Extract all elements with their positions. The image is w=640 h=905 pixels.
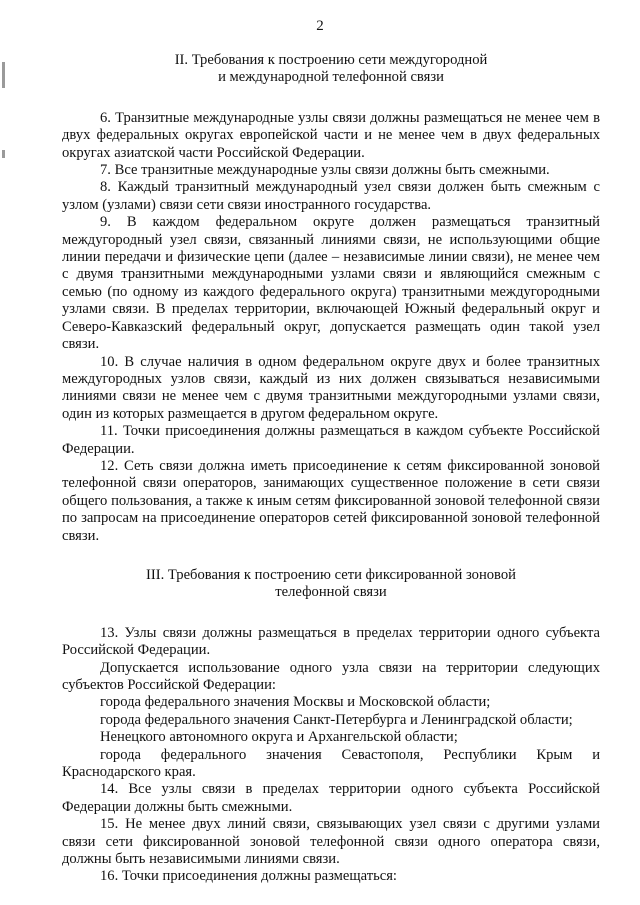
- section-heading-line: телефонной связи: [275, 584, 387, 601]
- section-heading-2: [62, 52, 600, 87]
- list-item-sevastopol: города федерального значения Севастополя, Республики Крым и Краснодарского края.: [62, 746, 600, 781]
- section-heading-line: и международной телефонной связи: [218, 69, 444, 86]
- paragraph-subjects-intro: Допускается использование одного узла связи на территории следующих субъектов Российской Федерации:: [62, 659, 600, 693]
- paragraph-6: 6. Транзитные международные узлы связи должны размещаться не менее чем в двух федеральных округах европейской части и не менее чем в двух федеральных округах азиатской части Российской Федерации.: [62, 109, 600, 161]
- paragraph-16: 16. Точки присоединения должны размещаться:: [100, 868, 397, 885]
- paragraph-15: 15. Не менее двух линий связи, связывающих узел связи с другими узлами связи сети фиксированной зоновой телефонной связи одного оператора связи, должны быть независимыми линиями связи.: [62, 816, 600, 868]
- scan-edge-mark: [2, 62, 5, 88]
- list-item-nenets: Ненецкого автономного округа и Архангельской области;: [100, 729, 458, 746]
- section-heading-line: II. Требования к построению сети междугородной: [174, 52, 488, 68]
- paragraph-10: 10. В случае наличия в одном федеральном округе двух и более транзитных междугородных узлов связи, каждый из них должен связываться независимыми линиями связи не менее чем с двумя транзитными междугородными узлами связи, один из которых размещается в другом федеральном округе.: [62, 353, 600, 422]
- section-heading-line: III. Требования к построению сети фиксированной зоновой: [146, 566, 516, 583]
- paragraph-14: 14. Все узлы связи в пределах территории одного субъекта Российской Федерации должны быть смежными.: [62, 781, 600, 815]
- paragraph-13: 13. Узлы связи должны размещаться в пределах территории одного субъекта Российской Федерации.: [62, 624, 600, 659]
- section-heading-3: [62, 567, 600, 602]
- list-item-saint-petersburg: города федерального значения Санкт-Петербурга и Ленинградской области;: [100, 711, 573, 728]
- document-body: [62, 52, 600, 886]
- paragraph-7: 7. Все транзитные международные узлы связи должны быть смежными.: [100, 162, 550, 179]
- paragraph-8: 8. Каждый транзитный международный узел связи должен быть смежным с узлом (узлами) связи сети связи иностранного государства.: [62, 179, 600, 213]
- paragraph-9: 9. В каждом федеральном округе должен размещаться транзитный междугородный узел связи, связанный линиями связи, не использующими общие линии передачи и физические цепи (далее – независимые линии связи), не менее чем с двумя транзитными международными узлами связи и являющийся смежным с семью (по одному из каждого федерального округа) транзитными междугородными узлами связи. В пределах территории, включающей Южный федеральный округ и Северо-Кавказский федеральный округ, допускается размещать один такой узел связи.: [62, 214, 600, 353]
- paragraph-12: 12. Сеть связи должна иметь присоединение к сетям фиксированной зоновой телефонной связи операторов, занимающих существенное положение в сети связи общего пользования, а также к иным сетям фиксированной зоновой телефонной связи по запросам на присоединение операторов сетей фиксированной зоновой телефонной связи.: [62, 457, 600, 544]
- paragraph-11: 11. Точки присоединения должны размещаться в каждом субъекте Российской Федерации.: [62, 423, 600, 457]
- page-number: 2: [316, 18, 324, 34]
- scan-edge-mark: [2, 150, 5, 158]
- list-item-moscow: города федерального значения Москвы и Московской области;: [100, 694, 491, 711]
